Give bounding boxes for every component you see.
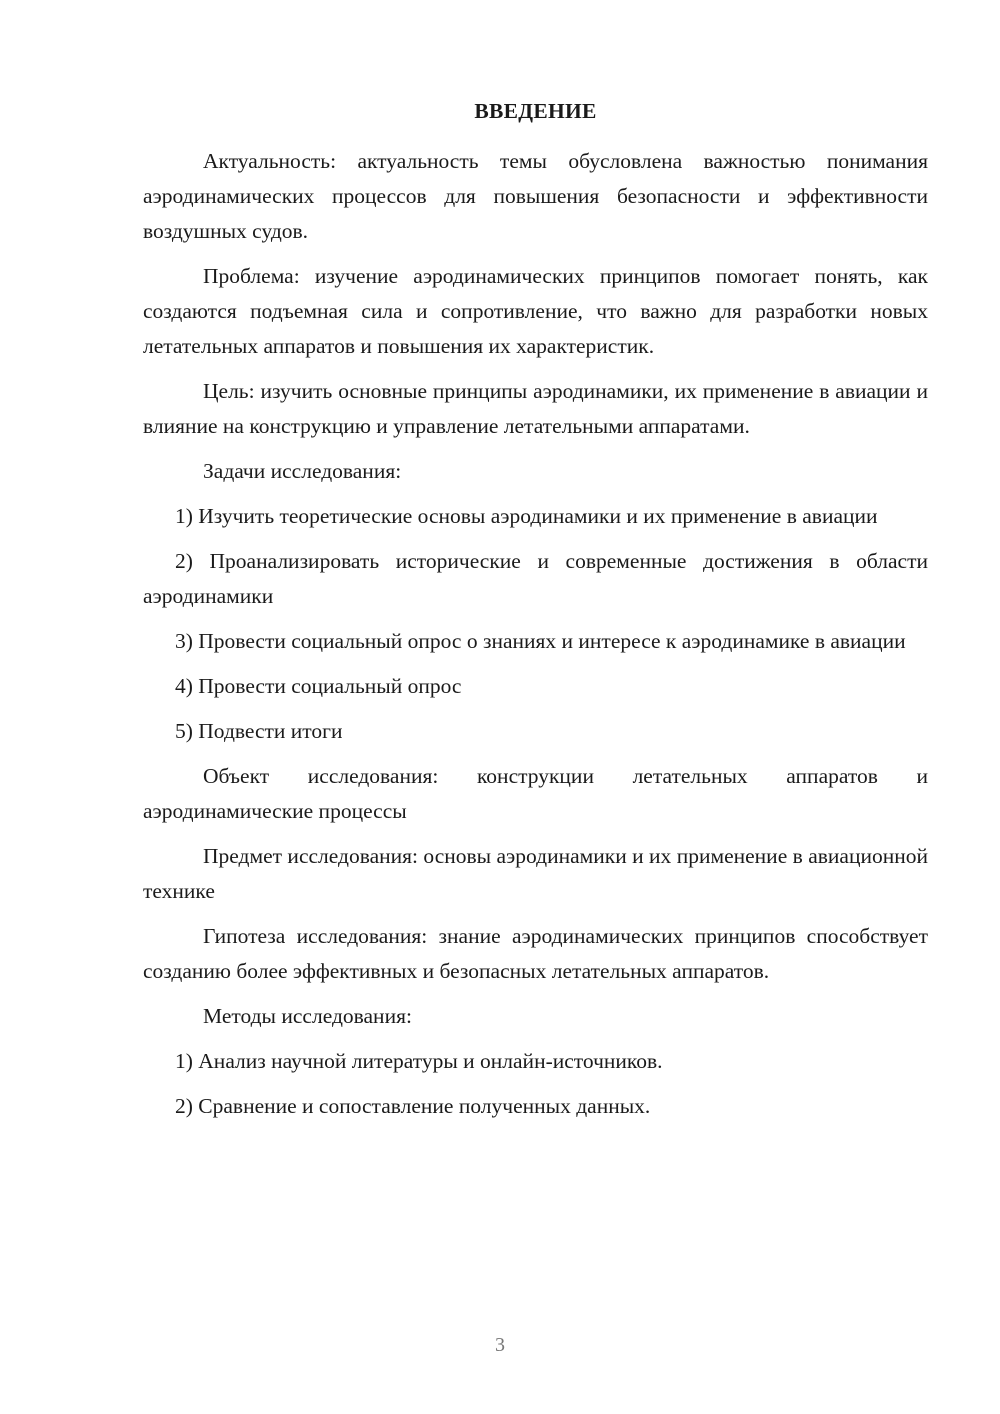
page-number: 3: [495, 1334, 505, 1356]
relevance-paragraph: Актуальность: актуальность темы обусловлена важностью понимания аэродинамических процессов для повышения безопасности и эффективности воздушных судов.: [143, 149, 928, 243]
subject-paragraph: Предмет исследования: основы аэродинамики и их применение в авиационной технике: [143, 844, 928, 903]
task-item: 2) Проанализировать исторические и современные достижения в области аэродинамики: [143, 549, 928, 608]
method-item: 1) Анализ научной литературы и онлайн-источников.: [175, 1049, 663, 1073]
tasks-title: Задачи исследования:: [203, 459, 402, 483]
page-content: [143, 96, 928, 1134]
hypothesis-paragraph: Гипотеза исследования: знание аэродинамических принципов способствует созданию более эффективных и безопасных летательных аппаратов.: [143, 924, 928, 983]
page-title: ВВЕДЕНИЕ: [474, 99, 597, 123]
problem-paragraph: Проблема: изучение аэродинамических принципов помогает понять, как создаются подъемная сила и сопротивление, что важно для разработки новых летательных аппаратов и повышения их характеристик.: [143, 264, 928, 358]
method-item: 2) Сравнение и сопоставление полученных данных.: [175, 1094, 651, 1118]
task-item: 1) Изучить теоретические основы аэродинамики и их применение в авиации: [175, 504, 878, 528]
goal-paragraph: Цель: изучить основные принципы аэродинамики, их применение в авиации и влияние на конструкцию и управление летательными аппаратами.: [143, 379, 928, 438]
object-paragraph: Объект исследования: конструкции летательных аппаратов и аэродинамические процессы: [143, 764, 928, 823]
task-item: 4) Провести социальный опрос: [175, 674, 462, 698]
task-item: 3) Провести социальный опрос о знаниях и интересе к аэродинамике в авиации: [175, 629, 906, 653]
task-item: 5) Подвести итоги: [175, 719, 343, 743]
methods-title: Методы исследования:: [203, 1004, 412, 1028]
